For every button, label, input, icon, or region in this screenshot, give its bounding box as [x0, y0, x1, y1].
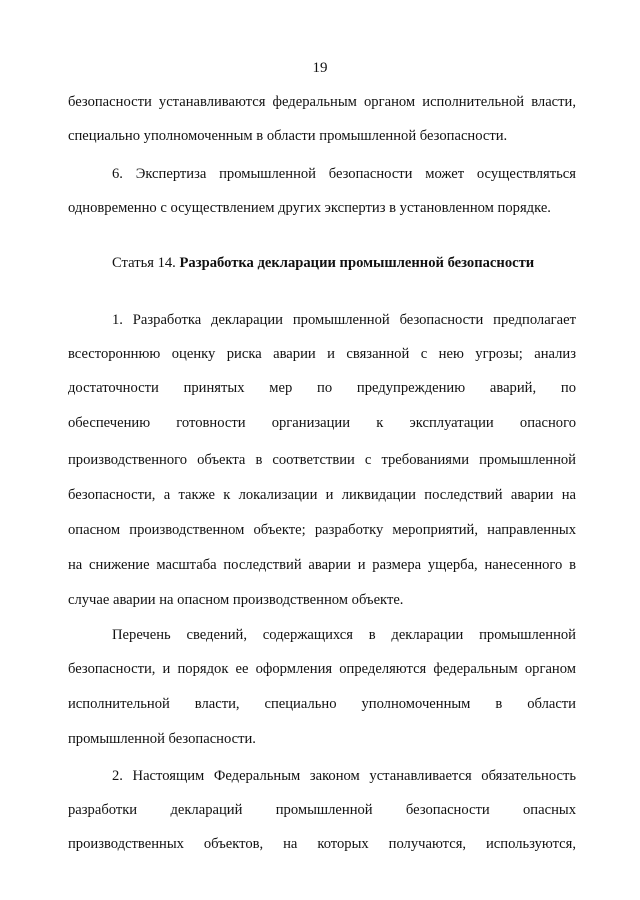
text-line: обеспечению готовности организации к эксплуатации опасного: [68, 415, 576, 431]
page-number: 19: [312, 60, 328, 76]
text-line: случае аварии на опасном производственном объекте.: [68, 592, 404, 608]
text-line: на снижение масштаба последствий аварии и размера ущерба, нанесенного в: [68, 557, 576, 573]
text-line: исполнительной власти, специально уполномоченным в области: [68, 696, 576, 712]
text-line: специально уполномоченным в области промышленной безопасности.: [68, 128, 508, 144]
article-title: Разработка декларации промышленной безопасности: [179, 255, 535, 271]
text-line: разработки деклараций промышленной безопасности опасных: [68, 802, 576, 818]
text-line: опасном производственном объекте; разработку мероприятий, направленных: [68, 522, 576, 538]
text-line: 2. Настоящим Федеральным законом устанавливается обязательность: [112, 768, 576, 784]
text-line: всестороннюю оценку риска аварии и связанной с нею угрозы; анализ: [68, 346, 576, 362]
text-line: безопасности, и порядок ее оформления определяются федеральным органом: [68, 661, 576, 677]
text-line: безопасности устанавливаются федеральным органом исполнительной власти,: [68, 94, 576, 110]
text-line: Перечень сведений, содержащихся в декларации промышленной: [112, 627, 576, 643]
text-line: 6. Экспертиза промышленной безопасности может осуществляться: [112, 166, 576, 182]
text-line: безопасности, а также к локализации и ликвидации последствий аварии на: [68, 487, 576, 503]
text-line: достаточности принятых мер по предупреждению аварий, по: [68, 380, 576, 396]
article-prefix: Статья 14.: [112, 255, 176, 271]
text-line: производственных объектов, на которых получаются, используются,: [68, 836, 576, 852]
text-line: одновременно с осуществлением других экспертиз в установленном порядке.: [68, 200, 551, 216]
text-line: промышленной безопасности.: [68, 731, 256, 747]
text-line: производственного объекта в соответствии с требованиями промышленной: [68, 452, 576, 468]
text-line: 1. Разработка декларации промышленной безопасности предполагает: [112, 312, 576, 328]
article-heading: [112, 253, 582, 273]
